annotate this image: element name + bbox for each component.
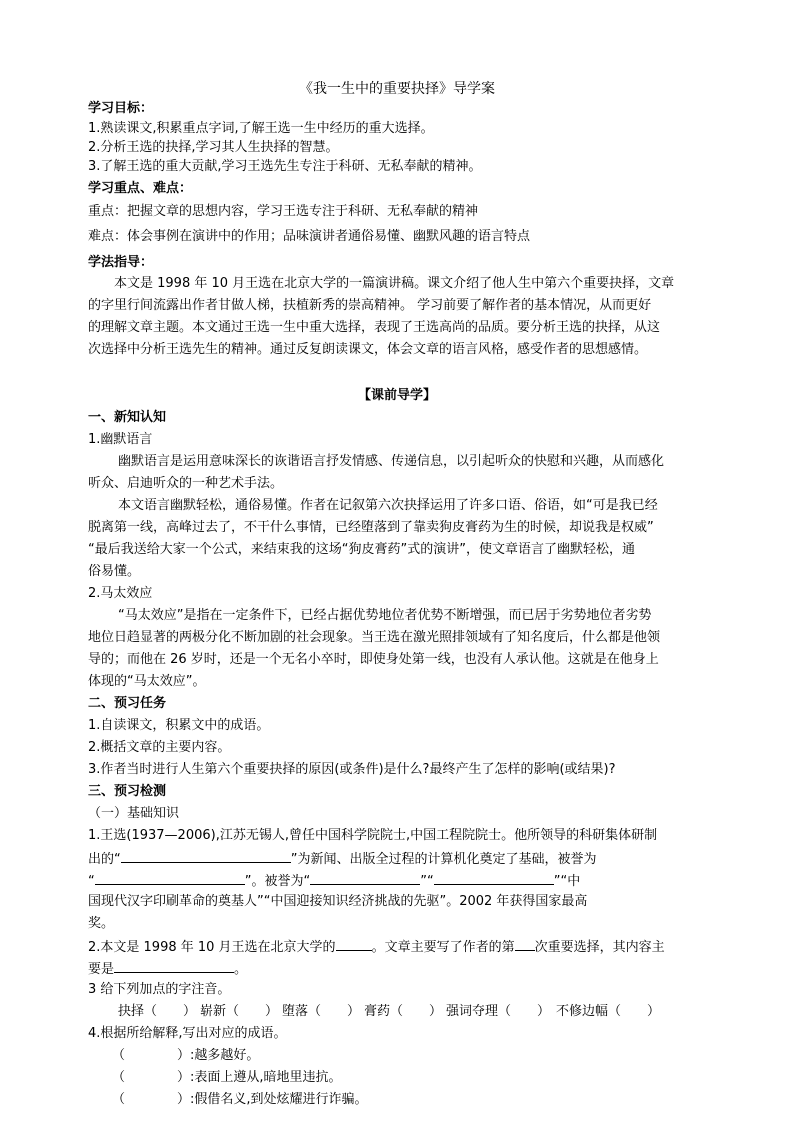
subsection-title: 2.马太效应 xyxy=(88,586,153,601)
objective-item: 3.了解王选的重大贡献,学习王选先生专注于科研、无私奉献的精神。 xyxy=(88,159,482,174)
fill-blank[interactable] xyxy=(434,871,554,885)
fill-blank[interactable] xyxy=(121,849,291,863)
pinyin-item[interactable]: 堕落（ ） xyxy=(282,1004,361,1019)
keypoints-heading: 学习重点、难点： xyxy=(88,181,193,196)
method-line: 的理解文章主题。本文通过王选一生中重大选择，表现了王选高尚的品质。要分析王选的抉择，从这 xyxy=(88,320,661,335)
paragraph-line: 地位日趋显著的两极分化不断加剧的社会现象。当王选在激光照排领域有了知名度后，什么都是他领 xyxy=(88,630,661,645)
key-point: 重点：把握文章的思想内容，学习王选专注于科研、无私奉献的精神 xyxy=(88,204,479,219)
paragraph-line: 听众、启迪听众的一种艺术手法。 xyxy=(88,476,284,491)
paragraph-line: 俗易懂。 xyxy=(88,564,141,579)
idiom-blank[interactable]: （ ） xyxy=(112,1092,191,1107)
question-3-title: 3 给下列加点的字注音。 xyxy=(88,982,231,997)
paragraph-line: 本文语言幽默轻松，通俗易懂。作者在记叙第六次抉择运用了许多口语、俗语，如“可是我已经 xyxy=(118,498,658,513)
idiom-item: （ ）:假借名义,到处炫耀进行诈骗。 xyxy=(112,1092,368,1107)
fill-blank[interactable] xyxy=(515,937,535,951)
objectives-heading: 学习目标： xyxy=(88,101,154,116)
paragraph-line: 脱离第一线，高峰过去了，不干什么事情，已经堕落到了靠卖狗皮膏药为生的时候，却说我是权威” xyxy=(88,520,654,535)
task-item: 2.概括文章的主要内容。 xyxy=(88,740,231,755)
question-4-title: 4.根据所给解释,写出对应的成语。 xyxy=(88,1026,287,1041)
part3-subheading: （一）基础知识 xyxy=(88,806,180,821)
fill-blank[interactable] xyxy=(114,959,234,973)
pinyin-item[interactable]: 崭新（ ） xyxy=(200,1004,279,1019)
part2-heading: 二、预习任务 xyxy=(88,696,167,711)
pinyin-item[interactable]: 不修边幅（ ） xyxy=(556,1004,661,1019)
method-heading: 学法指导： xyxy=(88,255,154,270)
part1-heading: 一、新知认知 xyxy=(88,410,167,425)
objective-item: 2.分析王选的抉择,学习其人生抉择的智慧。 xyxy=(88,140,339,155)
idiom-blank[interactable]: （ ） xyxy=(112,1070,191,1085)
question-1-line: “ ”。被誉为“ ”“ ”“中 xyxy=(88,871,580,891)
pinyin-item[interactable]: 膏药（ ） xyxy=(364,1004,443,1019)
method-line: 的字里行间流露出作者甘做人梯，扶植新秀的崇高精神。 学习前要了解作者的基本情况，从而更好 xyxy=(88,298,652,313)
fill-blank[interactable] xyxy=(95,871,245,885)
method-line: 次选择中分析王选先生的精神。通过反复朗读课文，体会文章的语言风格，感受作者的思想感情。 xyxy=(88,342,648,357)
task-item: 3.作者当时进行人生第六个重要抉择的原因(或条件)是什么?最终产生了怎样的影响(或结果)? xyxy=(88,762,616,777)
paragraph-line: 导的；而他在 26 岁时，还是一个无名小卒时，即使身处第一线，也没有人承认他。这就是在他身上 xyxy=(88,652,659,667)
pinyin-item[interactable]: 抉择（ ） xyxy=(118,1004,197,1019)
fill-blank[interactable] xyxy=(310,871,420,885)
question-2-line: 要是 。 xyxy=(88,959,247,979)
paragraph-line: “最后我送给大家一个公式，来结束我的这场“狗皮膏药”式的演讲”，使文章语言了幽默轻松，通 xyxy=(88,542,635,557)
fill-blank[interactable] xyxy=(336,937,372,951)
part3-heading: 三、预习检测 xyxy=(88,784,167,799)
question-1-line: 国现代汉字印刷革命的奠基人”“中国迎接知识经济挑战的先驱”。2002 年获得国家最高 xyxy=(88,894,588,909)
paragraph-line: 体现的“马太效应”。 xyxy=(88,674,206,689)
question-1-line: 奖。 xyxy=(88,916,115,931)
method-line: 本文是 1998 年 10 月王选在北京大学的一篇演讲稿。课文介绍了他人生中第六个重要抉择，文章 xyxy=(114,276,675,291)
idiom-item: （ ）:表面上遵从,暗地里违抗。 xyxy=(112,1070,342,1085)
objective-item: 1.熟读课文,积累重点字词,了解王选一生中经历的重大选择。 xyxy=(88,121,434,136)
paragraph-line: 幽默语言是运用意味深长的诙谐语言抒发情感、传递信息，以引起听众的快慰和兴趣，从而感化 xyxy=(118,454,665,469)
difficult-point: 难点：体会事例在演讲中的作用；品味演讲者通俗易懂、幽默风趣的语言特点 xyxy=(88,229,531,244)
question-2-line: 2.本文是 1998 年 10 月王选在北京大学的 。文章主要写了作者的第 次重要选择，其内容主 xyxy=(88,937,665,957)
idiom-item: （ ）:越多越好。 xyxy=(112,1048,260,1063)
pinyin-item[interactable]: 强词夺理（ ） xyxy=(446,1004,551,1019)
subsection-title: 1.幽默语言 xyxy=(88,432,153,447)
paragraph-line: “马太效应”是指在一定条件下，已经占据优势地位者优势不断增强，而已居于劣势地位者劣势 xyxy=(118,608,652,623)
idiom-blank[interactable]: （ ） xyxy=(112,1048,191,1063)
document-title: 《我一生中的重要抉择》导学案 xyxy=(299,81,495,97)
question-1-line: 出的“ ”为新闻、出版全过程的计算机化奠定了基础，被誉为 xyxy=(88,849,597,869)
task-item: 1.自读课文，积累文中的成语。 xyxy=(88,718,270,733)
section-title: 【课前导学】 xyxy=(357,388,436,403)
question-1-line: 1.王选(1937—2006),江苏无锡人,曾任中国科学院院士,中国工程院院士。他所领导的科研集体研制 xyxy=(88,828,658,843)
